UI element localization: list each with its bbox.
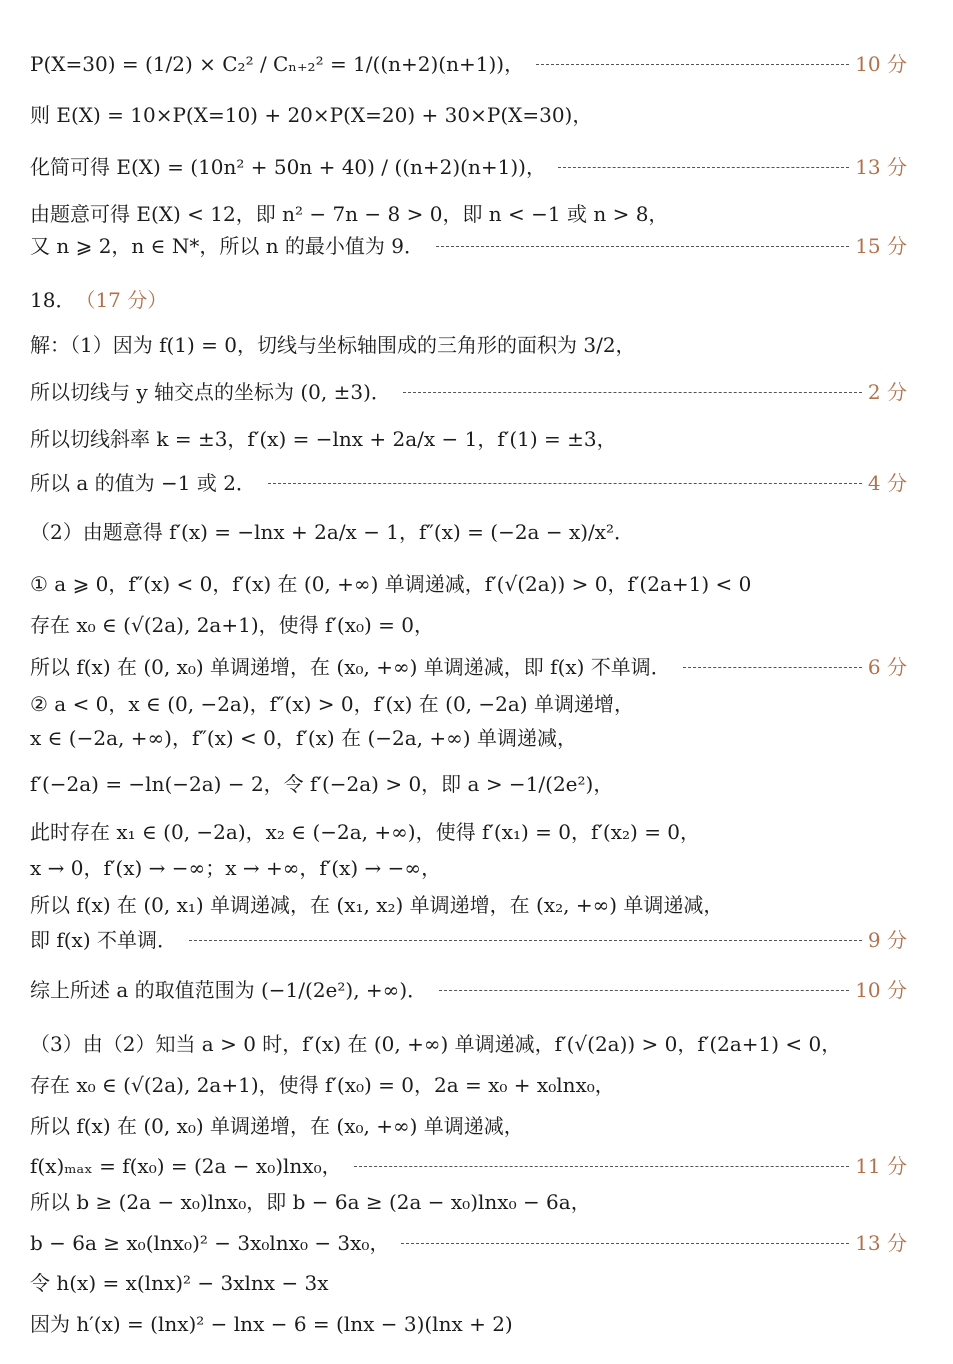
solution-line <box>30 1231 907 1255</box>
question-points: （17 分） <box>75 288 168 312</box>
solution-line <box>30 155 907 179</box>
line-text: P(X=30) = (1/2) × C₂² / Cₙ₊₂² = 1/((n+2)(n+1))， <box>30 52 525 76</box>
solution-line <box>30 1114 907 1138</box>
score-mark: 4 分 <box>867 471 907 495</box>
dotted-leader <box>403 392 862 393</box>
solution-line <box>30 427 907 451</box>
score-mark: 10 分 <box>855 978 907 1002</box>
solution-line <box>30 471 907 495</box>
solution-line <box>30 820 907 844</box>
solution-line <box>30 380 907 404</box>
line-text: 所以切线与 y 轴交点的坐标为 (0, ±3)． <box>30 380 391 404</box>
solution-line <box>30 333 907 357</box>
line-text: 所以 f(x) 在 (0, x₀) 单调递增，在 (x₀, +∞) 单调递减，即 f(x) 不单调． <box>30 655 671 679</box>
dotted-leader <box>354 1166 850 1167</box>
line-text: 所以 f(x) 在 (0, x₁) 单调递减，在 (x₁, x₂) 单调递增，在 (x₂, +∞) 单调递减， <box>30 893 724 917</box>
dotted-leader <box>439 990 849 991</box>
solution-line <box>30 893 907 917</box>
line-text: 解：（1）因为 f(1) = 0，切线与坐标轴围成的三角形的面积为 3/2， <box>30 333 636 357</box>
question-header <box>30 288 907 312</box>
score-mark: 13 分 <box>855 1231 907 1255</box>
line-text: f′(−2a) = −ln(−2a) − 2，令 f′(−2a) > 0，即 a > −1/(2e²)， <box>30 772 614 796</box>
solution-line <box>30 1271 907 1295</box>
line-text: 令 h(x) = x(lnx)² − 3xlnx − 3x <box>30 1271 329 1295</box>
line-text: x ∈ (−2a, +∞)，f″(x) < 0，f′(x) 在 (−2a, +∞) 单调递减， <box>30 726 577 750</box>
line-text: x → 0，f′(x) → −∞；x → +∞，f′(x) → −∞， <box>30 856 442 880</box>
line-text: 即 f(x) 不单调． <box>30 928 178 952</box>
line-text: b − 6a ≥ x₀(lnx₀)² − 3x₀lnx₀ − 3x₀， <box>30 1231 390 1255</box>
score-mark: 15 分 <box>855 234 907 258</box>
dotted-leader <box>189 940 862 941</box>
score-mark: 11 分 <box>855 1154 907 1178</box>
line-text: 综上所述 a 的取值范围为 (−1/(2e²), +∞)． <box>30 978 428 1002</box>
dotted-leader <box>558 167 849 168</box>
line-text: 所以 b ≥ (2a − x₀)lnx₀，即 b − 6a ≥ (2a − x₀)lnx₀ − 6a， <box>30 1190 591 1214</box>
line-text: 化简可得 E(X) = (10n² + 50n + 40) / ((n+2)(n+1))， <box>30 155 546 179</box>
solution-line <box>30 856 907 880</box>
line-text: 此时存在 x₁ ∈ (0, −2a)，x₂ ∈ (−2a, +∞)，使得 f′(x₁) = 0，f′(x₂) = 0， <box>30 820 701 844</box>
solution-line <box>30 655 907 679</box>
solution-line <box>30 613 907 637</box>
score-mark: 13 分 <box>855 155 907 179</box>
solution-line <box>30 1154 907 1178</box>
solution-line <box>30 1190 907 1214</box>
solution-line <box>30 772 907 796</box>
line-text: （3）由（2）知当 a > 0 时，f′(x) 在 (0, +∞) 单调递减，f′(√(2a)) > 0，f′(2a+1) < 0， <box>30 1032 842 1056</box>
line-text: 又 n ⩾ 2，n ∈ N*，所以 n 的最小值为 9． <box>30 234 425 258</box>
score-mark: 2 分 <box>867 380 907 404</box>
line-text: 存在 x₀ ∈ (√(2a), 2a+1)，使得 f′(x₀) = 0， <box>30 613 435 637</box>
solution-line <box>30 1032 907 1056</box>
line-text: 所以 a 的值为 −1 或 2． <box>30 471 256 495</box>
solution-line <box>30 726 907 750</box>
solution-line <box>30 52 907 76</box>
dotted-leader <box>536 64 849 65</box>
solution-line <box>30 103 907 127</box>
solution-line <box>30 692 907 716</box>
solution-line <box>30 234 907 258</box>
score-mark: 6 分 <box>867 655 907 679</box>
line-text: 则 E(X) = 10×P(X=10) + 20×P(X=20) + 30×P(X=30)， <box>30 103 593 127</box>
dotted-leader <box>436 246 849 247</box>
score-mark: 9 分 <box>867 928 907 952</box>
line-text: 所以 f(x) 在 (0, x₀) 单调递增，在 (x₀, +∞) 单调递减， <box>30 1114 524 1138</box>
dotted-leader <box>401 1243 849 1244</box>
line-text: （2）由题意得 f′(x) = −lnx + 2a/x − 1，f″(x) = (−2a − x)/x²． <box>30 520 635 544</box>
line-text: 由题意可得 E(X) < 12，即 n² − 7n − 8 > 0，即 n < −1 或 n > 8， <box>30 202 669 226</box>
score-mark: 10 分 <box>855 52 907 76</box>
solution-line <box>30 1312 907 1336</box>
solution-line <box>30 1073 907 1097</box>
line-text: 存在 x₀ ∈ (√(2a), 2a+1)，使得 f′(x₀) = 0，2a = x₀ + x₀lnx₀， <box>30 1073 615 1097</box>
line-text: f(x)ₘₐₓ = f(x₀) = (2a − x₀)lnx₀， <box>30 1154 342 1178</box>
dotted-leader <box>268 483 862 484</box>
solution-line <box>30 520 907 544</box>
line-text: 所以切线斜率 k = ±3，f′(x) = −lnx + 2a/x − 1，f′(1) = ±3， <box>30 427 617 451</box>
question-number: 18． <box>30 288 76 312</box>
line-text: 因为 h′(x) = (lnx)² − lnx − 6 = (lnx − 3)(lnx + 2) <box>30 1312 513 1336</box>
solution-line <box>30 978 907 1002</box>
line-text: ② a < 0，x ∈ (0, −2a)，f″(x) > 0，f′(x) 在 (0, −2a) 单调递增， <box>30 692 634 716</box>
dotted-leader <box>683 667 862 668</box>
solution-line <box>30 572 907 596</box>
line-text: ① a ⩾ 0，f″(x) < 0，f′(x) 在 (0, +∞) 单调递减，f′(√(2a)) > 0，f′(2a+1) < 0 <box>30 572 752 596</box>
solution-line <box>30 928 907 952</box>
solution-line <box>30 202 907 226</box>
